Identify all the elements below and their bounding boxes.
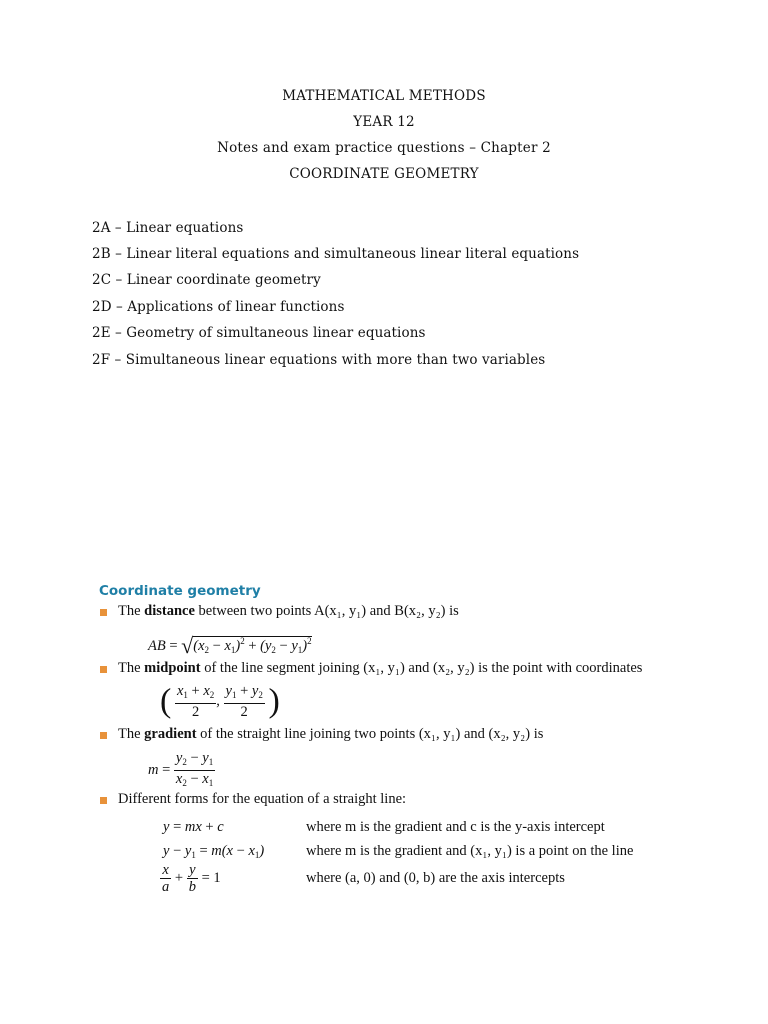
- gradient-post: of the straight line joining two points (x₁, y₁) and (x₂, y₂) is: [196, 726, 544, 742]
- midpoint-text: [118, 660, 642, 677]
- distance-pre: The: [118, 603, 145, 619]
- midpoint-term: midpoint: [144, 660, 201, 676]
- form-slope-intercept-note: where m is the gradient and c is the y-axis intercept: [306, 819, 605, 835]
- gradient-term: gradient: [144, 726, 197, 742]
- forms-intro: Different forms for the equation of a straight line:: [118, 791, 407, 807]
- distance-formula: AB = $√(x_2 - x_1)^2 + (y_2 - y_1)^2$: [148, 633, 312, 658]
- toc-item-2c: 2C – Linear coordinate geometry: [92, 272, 321, 288]
- form-point-gradient-note: where m is the gradient and (x₁, y₁) is a point on the line: [306, 843, 634, 859]
- toc-item-2d: 2D – Applications of linear functions: [92, 299, 345, 315]
- document-year: YEAR 12: [353, 114, 415, 130]
- document-title: MATHEMATICAL METHODS: [282, 88, 486, 104]
- midpoint-formula: ( $\frac{x_1 + x_2}{2}$ , $\frac{y_1 + y_2}{2}$ ): [160, 682, 280, 720]
- bullet-icon: [100, 666, 107, 673]
- midpoint-pre: The: [118, 660, 145, 676]
- distance-text: [118, 603, 459, 620]
- bullet-icon: [100, 797, 107, 804]
- toc-item-2a: 2A – Linear equations: [92, 220, 244, 236]
- distance-post: between two points A(x₁, y₁) and B(x₂, y₂) is: [194, 603, 459, 619]
- section-heading: Coordinate geometry: [99, 583, 261, 599]
- form-intercept: $\frac{x}{a}$ + $\frac{y}{b}$ = 1: [162, 862, 221, 895]
- document-subtitle: Notes and exam practice questions – Chapter 2: [217, 140, 551, 156]
- bullet-icon: [100, 732, 107, 739]
- form-slope-intercept: y = mx + c: [163, 819, 224, 835]
- toc-item-2e: 2E – Geometry of simultaneous linear equations: [92, 325, 426, 341]
- bullet-icon: [100, 609, 107, 616]
- form-intercept-note: where (a, 0) and (0, b) are the axis intercepts: [306, 870, 565, 886]
- toc-item-2b: 2B – Linear literal equations and simultaneous linear literal equations: [92, 246, 580, 262]
- form-point-gradient: $y - y_1 = m(x - x_1)$: [163, 843, 265, 860]
- gradient-pre: The: [118, 726, 145, 742]
- gradient-text: [118, 726, 543, 743]
- midpoint-post: of the line segment joining (x₁, y₁) and (x₂, y₂) is the point with coordinates: [200, 660, 643, 676]
- gradient-formula: m = $\frac{y_2 - y_1}{x_2 - x_1}$: [148, 750, 214, 788]
- distance-term: distance: [144, 603, 195, 619]
- chapter-title: COORDINATE GEOMETRY: [289, 166, 479, 182]
- toc-item-2f: 2F – Simultaneous linear equations with more than two variables: [92, 352, 546, 368]
